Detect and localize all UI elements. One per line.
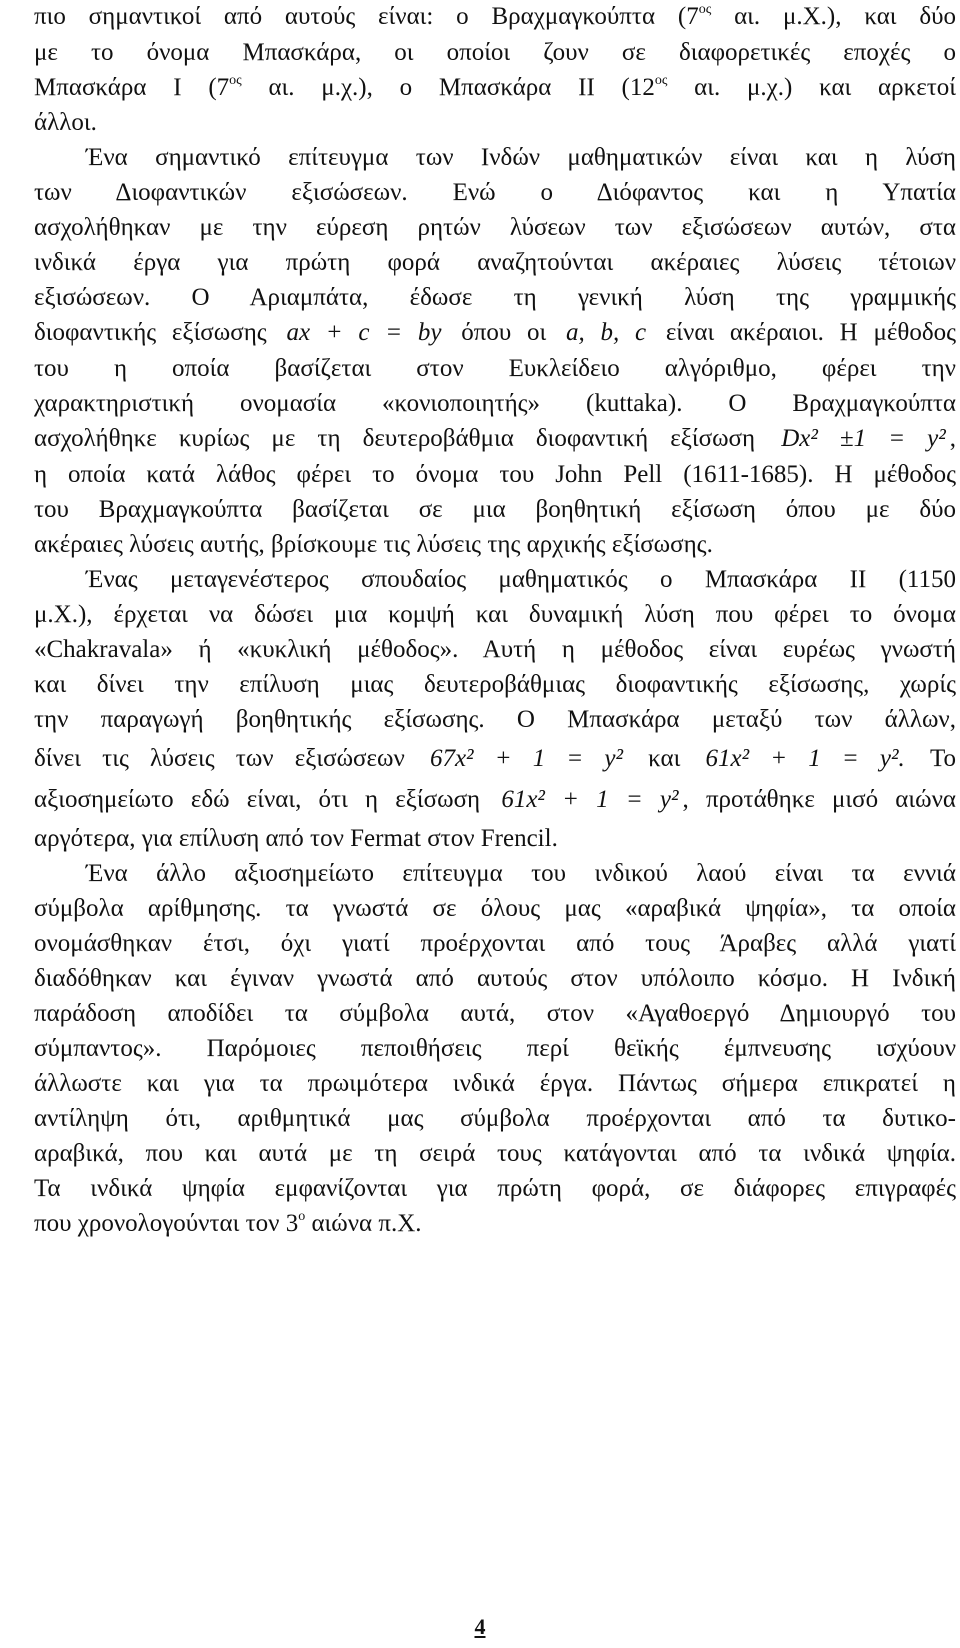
paragraph-start-line: Ένας μεταγενέστερος σπουδαίος μαθηματικός ο Μπασκάρα ΙΙ (1150 [86, 566, 956, 593]
text-line: ακέραιες λύσεις αυτής, βρίσκουμε τις λύσεις της αρχικής εξίσωσης. [34, 531, 713, 558]
text-line: του Βραχμαγκούπτα βασίζεται σε μια βοηθητική εξίσωση όπου με δύο [34, 496, 956, 523]
text-line: με το όνομα Μπασκάρα, οι οποίοι ζουν σε διαφορετικές εποχές ο [34, 39, 956, 66]
text-line: πιο σημαντικοί από αυτούς είναι: ο Βραχμαγκούπτα ($7^{o\varsigma}$ αι. μ.Χ.), και δύο [34, 2, 957, 30]
text-line: μ.Χ.), έρχεται να δώσει μια κομψή και δυναμική λύση που φέρει το όνομα [34, 601, 956, 628]
text-line: παράδοση αποδίδει τα σύμβολα αυτά, στον «Αγαθοεργό Δημιουργό του [34, 1000, 956, 1027]
text-line: του η οποία βασίζεται στον Ευκλείδειο αλγόριθμο, φέρει την [34, 355, 956, 382]
text-line: την παραγωγή βοηθητικής εξίσωσης. Ο Μπασκάρα μεταξύ των άλλων, [34, 706, 956, 733]
text-line: σύμπαντος». Παρόμοιες πεποιθήσεις περί θεϊκής έμπνευσης ισχύουν [34, 1035, 956, 1062]
equation-pell: Dx² ±1 = y² [781, 425, 946, 452]
text-line: αραβικά, που και αυτά με τη σειρά τους κατάγονται από τα ινδικά ψηφία. [34, 1140, 956, 1167]
paragraph-start-line: Ένα σημαντικό επίτευγμα των Ινδών μαθηματικών είναι και η λύση [86, 144, 956, 171]
text-line: ασχολήθηκαν με την εύρεση ρητών λύσεων των εξισώσεων αυτών, στα [34, 214, 956, 241]
text-line-with-math: αξιοσημείωτο εδώ είναι, ότι η εξίσωση 61x² + 1 = y² , προτάθηκε μισό αιώνα [34, 786, 956, 813]
text-line: άλλωστε και για τα πρωιμότερα ινδικά έργα. Πάντως σήμερα επικρατεί η [34, 1070, 956, 1097]
text-line: Τα ινδικά ψηφία εμφανίζονται για πρώτη φορά, σε διάφορες επιγραφές [34, 1175, 956, 1202]
text-line: άλλοι. [34, 109, 97, 136]
text-line: ονομάσθηκαν έτσι, όχι γιατί προέρχονται από τους Άραβες αλλά γιατί [34, 930, 956, 957]
equation-61-fermat: 61x² + 1 = y² [501, 786, 679, 813]
text-line: αντίληψη ότι, αριθμητικά μας σύμβολα προέρχονται από τα δυτικο- [34, 1105, 956, 1132]
equation-61: 61x² + 1 = y². [705, 745, 905, 772]
text-line: χαρακτηριστική ονομασία «κονιοποιητής» (kuttaka). Ο Βραχμαγκούπτα [34, 390, 956, 417]
page-number: 4 [474, 1614, 486, 1639]
text-line-with-math: δίνει τις λύσεις των εξισώσεων 67x² + 1 = y² και 61x² + 1 = y². Το [34, 745, 956, 772]
text-line: και δίνει την επίλυση μιας δευτεροβάθμιας διοφαντικής εξίσωσης, χωρίς [34, 671, 956, 698]
text-line: που χρονολογούνται τον $3^o$ αιώνα π.Χ. [34, 1209, 422, 1237]
text-line-with-math: ασχολήθηκε κυρίως με τη δευτεροβάθμια διοφαντική εξίσωση Dx² ±1 = y² , [34, 425, 957, 452]
text-line: Μπασκάρα Ι ($7^{o\varsigma}$ αι. μ.χ.), ο Μπασκάρα ΙΙ ($12^{o\varsigma}$ αι. μ.χ.) και αρκετοί [34, 73, 956, 101]
text-line: «Chakravala» ή «κυκλική μέθοδος». Αυτή η μέθοδος είναι ευρέως γνωστή [34, 636, 956, 663]
text-line: διαδόθηκαν και έγιναν γνωστά από αυτούς στον υπόλοιπο κόσμο. Η Ινδική [34, 965, 956, 992]
paragraph-start-line: Ένα άλλο αξιοσημείωτο επίτευγμα του ινδικού λαού είναι τα εννιά [86, 860, 956, 887]
equation-variables: a, b, c [565, 319, 647, 346]
text-line: των Διοφαντικών εξισώσεων. Ενώ ο Διόφαντος και η Υπατία [34, 179, 956, 206]
text-line: αργότερα, για επίλυση από τον Fermat στον Frencil. [34, 825, 558, 852]
text-line: εξισώσεων. Ο Αριαμπάτα, έδωσε τη γενική λύση της γραμμικής [34, 284, 956, 311]
text-line: σύμβολα αρίθμησης. τα γνωστά σε όλους μας «αραβικά ψηφία», τα οποία [34, 895, 956, 922]
equation-67: 67x² + 1 = y² [429, 745, 623, 772]
text-line: η οποία κατά λάθος φέρει το όνομα του John Pell (1611-1685). Η μέθοδος [34, 461, 956, 488]
text-line: ινδικά έργα για πρώτη φορά αναζητούνται ακέραιες λύσεις τέτοιων [34, 249, 956, 276]
text-line-with-math: διοφαντικής εξίσωσης ax + c = by όπου οι a, b, c είναι ακέραιοι. Η μέθοδος [34, 319, 956, 346]
equation-linear: ax + c = by [286, 319, 442, 346]
